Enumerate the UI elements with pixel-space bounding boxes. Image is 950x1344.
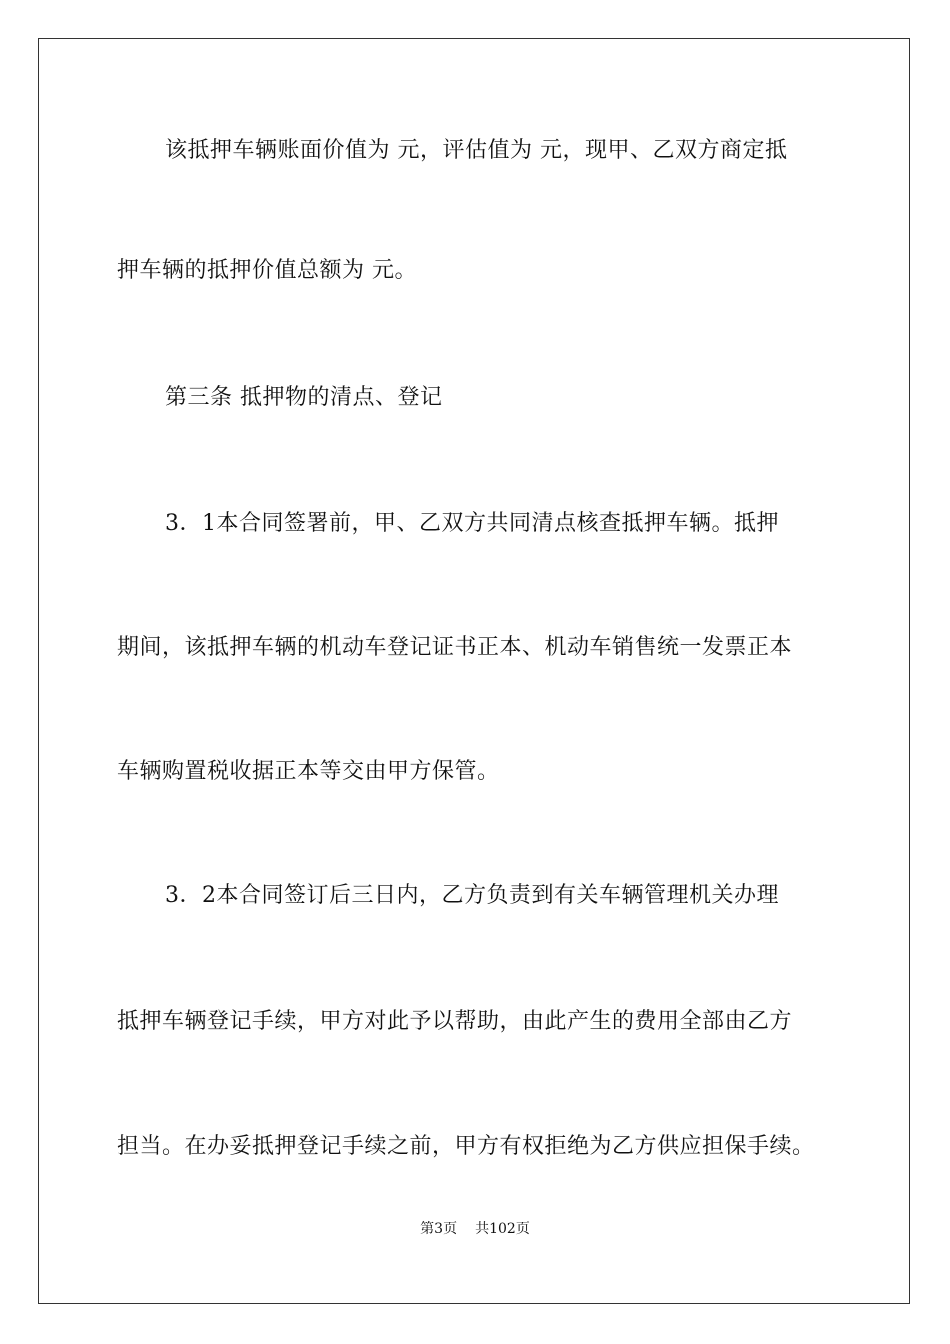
paragraph-line-2: 押车辆的抵押价值总额为 元。 xyxy=(117,258,417,283)
paragraph-line-7: 抵押车辆登记手续，甲方对此予以帮助，由此产生的费用全部由乙方 xyxy=(117,1009,793,1034)
paragraph-line-3: 3．1本合同签署前，甲、乙双方共同清点核查抵押车辆。抵押 xyxy=(165,511,779,536)
page-border xyxy=(38,38,910,1304)
page-number-total: 共102页 xyxy=(475,1221,530,1237)
paragraph-line-6: 3．2本合同签订后三日内，乙方负责到有关车辆管理机关办理 xyxy=(165,883,779,908)
page-number-current: 第3页 xyxy=(420,1221,458,1237)
page-footer xyxy=(0,1219,950,1239)
paragraph-line-8: 担当。在办妥抵押登记手续之前，甲方有权拒绝为乙方供应担保手续。 xyxy=(117,1134,815,1159)
paragraph-line-5: 车辆购置税收据正本等交由甲方保管。 xyxy=(117,759,500,784)
section-heading: 第三条 抵押物的清点、登记 xyxy=(165,385,443,410)
paragraph-line-1: 该抵押车辆账面价值为 元，评估值为 元，现甲、乙双方商定抵 xyxy=(165,138,788,163)
paragraph-line-4: 期间，该抵押车辆的机动车登记证书正本、机动车销售统一发票正本 xyxy=(117,635,793,660)
